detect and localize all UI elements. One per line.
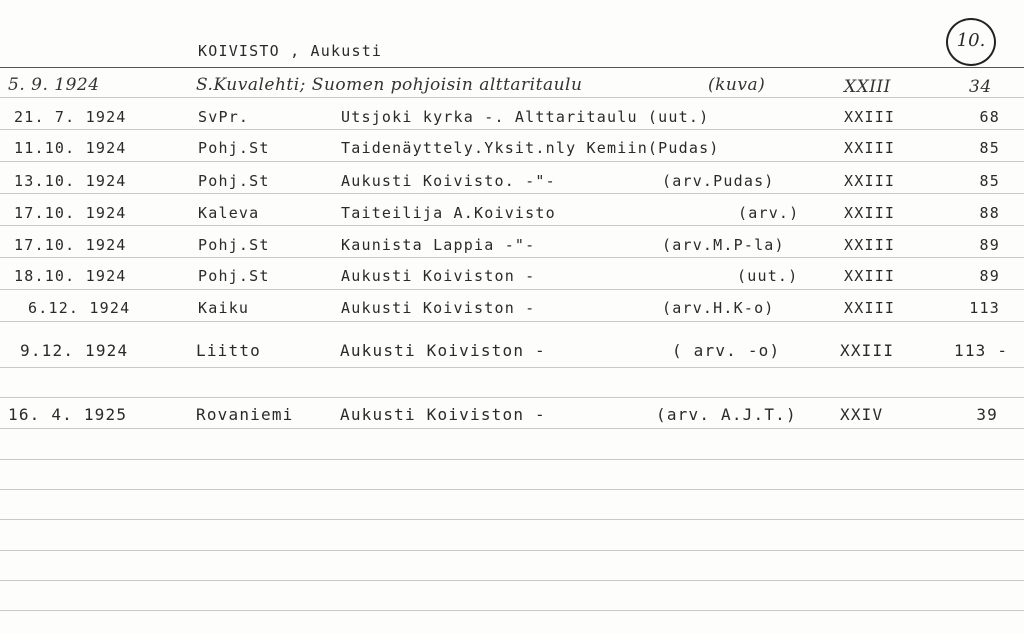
entry-title: Taidenäyttely.Yksit.nly Kemiin(Pudas) bbox=[341, 139, 720, 157]
entry-volume: XXIII bbox=[844, 172, 896, 190]
entry-volume: XXIII bbox=[844, 108, 896, 126]
card-rule bbox=[0, 289, 1024, 290]
card-rule bbox=[0, 550, 1024, 551]
entry-page: 89 bbox=[979, 236, 1000, 254]
card-rule bbox=[0, 610, 1024, 611]
hw-note: (kuva) bbox=[708, 75, 766, 95]
card-number: 10. bbox=[956, 30, 986, 51]
entry-date: 21. 7. 1924 bbox=[14, 108, 127, 126]
hw-date: 5. 9. 1924 bbox=[8, 75, 100, 95]
entry-source: Pohj.St bbox=[198, 172, 270, 190]
card-rule bbox=[0, 397, 1024, 398]
card-rule bbox=[0, 257, 1024, 258]
entry-volume: XXIII bbox=[844, 204, 896, 222]
card-rule bbox=[0, 367, 1024, 368]
entry-note: (arv.) bbox=[738, 204, 800, 222]
card-rule bbox=[0, 519, 1024, 520]
entry-source: Rovaniemi bbox=[196, 405, 294, 424]
hw-page: 34 bbox=[969, 77, 992, 97]
hw-source: S.Kuvalehti; Suomen pohjoisin alttaritaulu bbox=[196, 75, 583, 95]
entry-date: 13.10. 1924 bbox=[14, 172, 127, 190]
hw-volume: XXIII bbox=[844, 77, 891, 97]
entry-source: Liitto bbox=[196, 341, 261, 360]
entry-date: 11.10. 1924 bbox=[14, 139, 127, 157]
entry-volume: XXIII bbox=[844, 139, 896, 157]
entry-source: Pohj.St bbox=[198, 236, 270, 254]
entry-source: Pohj.St bbox=[198, 267, 270, 285]
entry-page: 85 bbox=[979, 139, 1000, 157]
entry-page: 39 bbox=[976, 405, 998, 424]
entry-source: Pohj.St bbox=[198, 139, 270, 157]
entry-page: 113 - bbox=[954, 341, 1009, 360]
header-name: KOIVISTO , Aukusti bbox=[198, 42, 383, 60]
card-rule bbox=[0, 321, 1024, 322]
card-rule bbox=[0, 129, 1024, 130]
entry-page: 89 bbox=[979, 267, 1000, 285]
entry-source: SvPr. bbox=[198, 108, 250, 126]
card-number-circle bbox=[946, 18, 996, 66]
entry-date: 18.10. 1924 bbox=[14, 267, 127, 285]
entry-note: (uut.) bbox=[737, 267, 799, 285]
entry-page: 85 bbox=[979, 172, 1000, 190]
entry-volume: XXIV bbox=[840, 405, 884, 424]
entry-note: (arv.M.P-la) bbox=[662, 236, 785, 254]
entry-page: 88 bbox=[979, 204, 1000, 222]
entry-date: 16. 4. 1925 bbox=[8, 405, 128, 424]
entry-date: 17.10. 1924 bbox=[14, 236, 127, 254]
entry-page: 68 bbox=[979, 108, 1000, 126]
entry-volume: XXIII bbox=[844, 236, 896, 254]
entry-title: Kaunista Lappia -"- bbox=[341, 236, 536, 254]
entry-title: Utsjoki kyrka -. Alttaritaulu (uut.) bbox=[341, 108, 710, 126]
entry-note: (arv. A.J.T.) bbox=[656, 405, 797, 424]
entry-date: 6.12. 1924 bbox=[28, 299, 131, 317]
entry-date: 9.12. 1924 bbox=[20, 341, 129, 360]
entry-page: 113 bbox=[969, 299, 1000, 317]
entry-source: Kaiku bbox=[198, 299, 250, 317]
card-rule bbox=[0, 459, 1024, 460]
card-rule bbox=[0, 580, 1024, 581]
entry-title: Aukusti Koiviston - bbox=[340, 405, 546, 424]
card-rule bbox=[0, 489, 1024, 490]
card-rule bbox=[0, 161, 1024, 162]
card-rule bbox=[0, 428, 1024, 429]
entry-date: 17.10. 1924 bbox=[14, 204, 127, 222]
entry-title: Aukusti Koiviston - bbox=[341, 299, 536, 317]
entry-volume: XXIII bbox=[844, 267, 896, 285]
entry-note: ( arv. -o) bbox=[672, 341, 781, 360]
entry-title: Aukusti Koiviston - bbox=[340, 341, 546, 360]
entry-title: Aukusti Koiviston - bbox=[341, 267, 536, 285]
entry-volume: XXIII bbox=[844, 299, 896, 317]
card-rule bbox=[0, 67, 1024, 68]
entry-title: Aukusti Koivisto. -"- bbox=[341, 172, 556, 190]
card-rule bbox=[0, 97, 1024, 98]
card-rule bbox=[0, 193, 1024, 194]
entry-source: Kaleva bbox=[198, 204, 260, 222]
card-rule bbox=[0, 225, 1024, 226]
entry-note: (arv.Pudas) bbox=[662, 172, 775, 190]
entry-volume: XXIII bbox=[840, 341, 895, 360]
entry-title: Taiteilija A.Koivisto bbox=[341, 204, 556, 222]
entry-note: (arv.H.K-o) bbox=[662, 299, 775, 317]
